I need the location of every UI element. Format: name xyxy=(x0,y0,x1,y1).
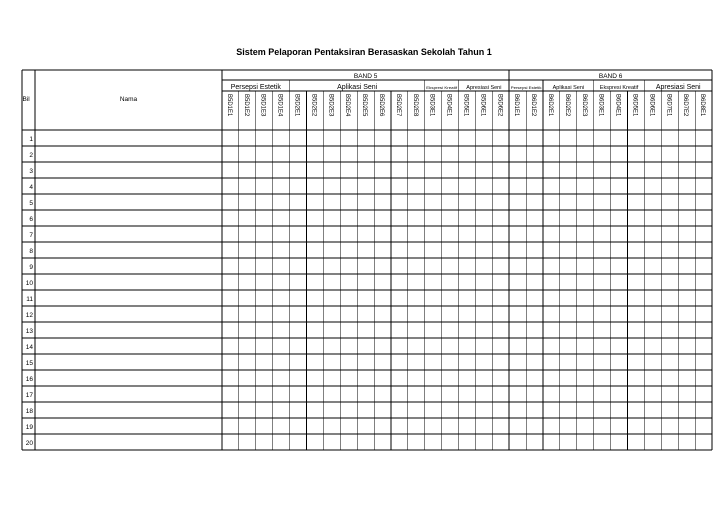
row-number: 18 xyxy=(25,408,33,415)
band-label: BAND 5 xyxy=(353,73,378,80)
criterion-code: B6D2E2 xyxy=(563,94,570,117)
row-number: 13 xyxy=(25,328,33,335)
row-number: 1 xyxy=(29,136,33,143)
row-number: 17 xyxy=(25,392,33,399)
criterion-code: B5D3E1 xyxy=(428,94,435,117)
criterion-code: B5D2E7 xyxy=(394,94,401,117)
bil-header: Bil xyxy=(22,96,30,103)
group-label: Aplikasi Seni xyxy=(337,84,378,91)
criterion-code: B6D8E1 xyxy=(699,94,706,117)
group-label: Ekspresi Kreatif xyxy=(599,85,639,91)
row-number: 15 xyxy=(25,360,33,367)
group-label: Persepsi Estetik xyxy=(510,85,542,90)
row-number: 5 xyxy=(29,200,33,207)
row-number: 6 xyxy=(29,216,33,223)
row-number: 20 xyxy=(25,440,33,447)
band-label: BAND 6 xyxy=(598,73,623,80)
criterion-code: B5D1E2 xyxy=(242,94,249,117)
criterion-code: B6D7E1 xyxy=(665,94,672,117)
row-number: 2 xyxy=(29,152,33,159)
row-number: 3 xyxy=(29,168,33,175)
row-number: 12 xyxy=(25,312,33,319)
group-label: Apresiasi Seni xyxy=(466,85,502,91)
criterion-code: B6D1E2 xyxy=(530,94,537,117)
criterion-code: B5D2E6 xyxy=(378,94,385,117)
row-number: 11 xyxy=(26,296,33,303)
criterion-code: B5D6E2 xyxy=(496,94,503,117)
criterion-code: B6D3E1 xyxy=(597,94,604,117)
criterion-code: B5D2E3 xyxy=(327,94,334,117)
criterion-code: B5D1E4 xyxy=(276,94,283,117)
group-label: Ekspresi Kreatif xyxy=(426,85,459,90)
criterion-code: B5D5E1 xyxy=(462,94,469,117)
row-number: 10 xyxy=(25,280,33,287)
document-title: Sistem Pelaporan Pentaksiran Berasaskan Sekolah Tahun 1 xyxy=(236,47,492,57)
criterion-code: B5D2E4 xyxy=(344,94,351,117)
row-number: 7 xyxy=(29,232,33,239)
criterion-code: B5D1E3 xyxy=(259,94,266,117)
criterion-code: B5D1E1 xyxy=(225,94,232,117)
nama-header: Nama xyxy=(119,96,138,103)
row-number: 19 xyxy=(25,424,33,431)
criterion-code: B5D2E1 xyxy=(293,94,300,117)
criterion-code: B6D6E1 xyxy=(648,94,655,117)
criterion-code: B6D4E1 xyxy=(614,94,621,117)
criterion-code: B6D2E3 xyxy=(580,94,587,117)
criterion-code: B6D1E1 xyxy=(513,94,520,117)
row-number: 16 xyxy=(25,376,33,383)
criterion-code: B6D7E2 xyxy=(682,94,689,117)
criterion-code: B5D2E2 xyxy=(310,94,317,117)
criterion-code: B5D2E5 xyxy=(361,94,368,117)
row-number: 8 xyxy=(29,248,33,255)
row-number: 4 xyxy=(29,184,33,191)
row-number: 14 xyxy=(25,344,33,351)
criterion-code: B6D2E1 xyxy=(546,94,553,117)
row-number: 9 xyxy=(29,264,33,271)
criterion-code: B5D2E8 xyxy=(411,94,418,117)
criterion-code: B5D4E1 xyxy=(445,94,452,117)
criterion-code: B5D6E1 xyxy=(479,94,486,117)
criterion-code: B6D5E1 xyxy=(631,94,638,117)
group-label: Persepsi Estetik xyxy=(230,84,281,91)
group-label: Aplikasi Seni xyxy=(552,85,585,91)
group-label: Apresiasi Seni xyxy=(655,84,701,91)
